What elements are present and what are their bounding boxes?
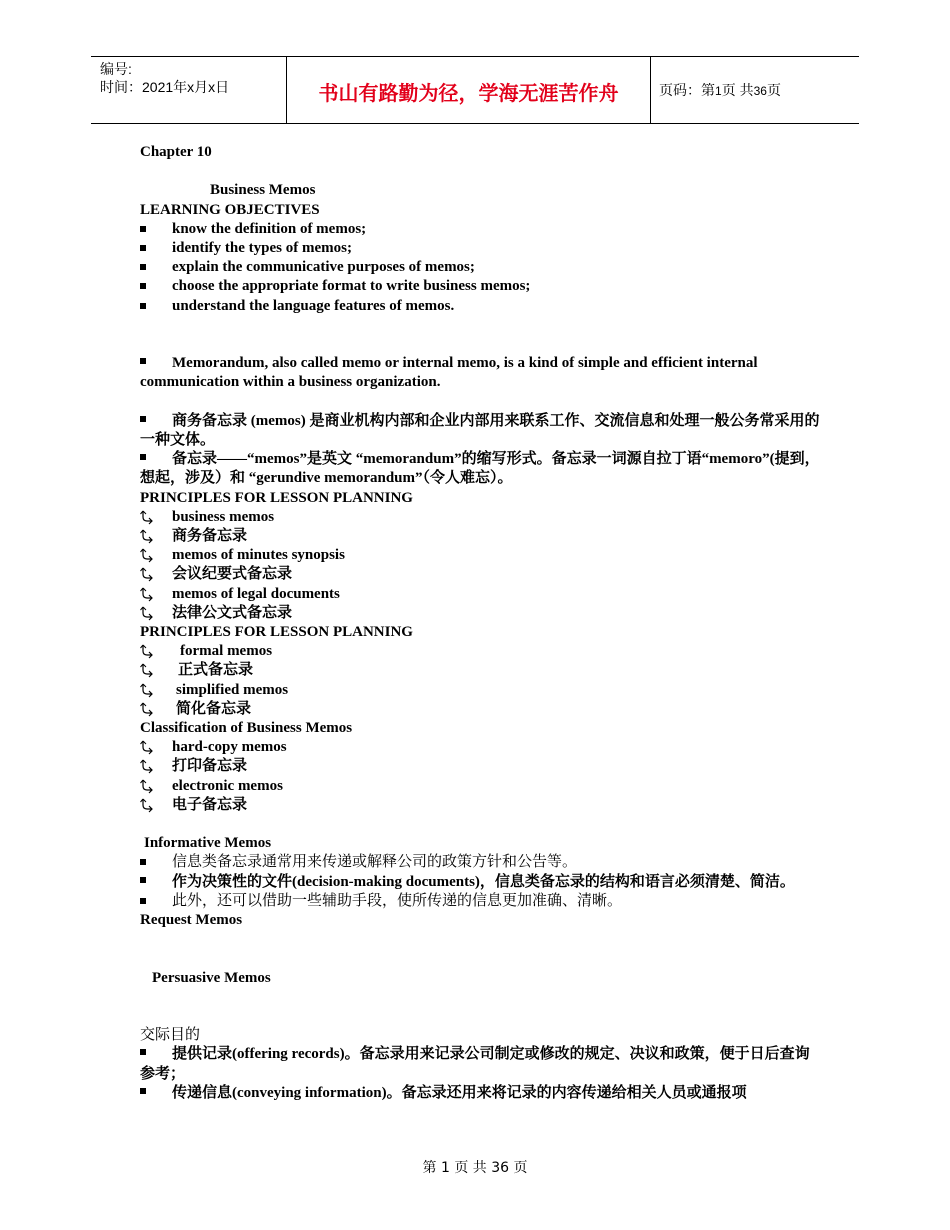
list-item: 信息类备忘录通常用来传递或解释公司的政策方针和公告等。	[140, 853, 820, 872]
classification-heading: Classification of Business Memos	[140, 720, 353, 737]
arrow-bullet-icon	[140, 758, 156, 774]
list-item: 打印备忘录	[140, 757, 820, 776]
arrow-bullet-icon	[140, 662, 156, 678]
bullet-square-icon	[140, 1049, 146, 1055]
list-item: electronic memos	[140, 777, 820, 796]
arrow-bullet-icon	[140, 739, 156, 755]
bullet-square-icon	[140, 1088, 146, 1094]
list-item: memos of legal documents	[140, 585, 820, 604]
bullet-square-icon	[140, 416, 146, 422]
arrow-bullet-icon	[140, 643, 156, 659]
bullet-square-icon	[140, 454, 146, 460]
list-item: hard-copy memos	[140, 738, 820, 757]
arrow-bullet-icon	[140, 701, 156, 717]
bullet-square-icon	[140, 245, 146, 251]
arrow-bullet-icon	[140, 509, 156, 525]
list-item: 电子备忘录	[140, 796, 820, 815]
list-item: formal memos	[140, 642, 820, 661]
motto: 书山有路勤为径，学海无涯苦作舟	[318, 81, 619, 105]
list-item: 作为决策性的文件(decision-making documents)，信息类备忘录的结构和语言必须清楚、简洁。	[140, 873, 820, 892]
document-title: Business Memos	[210, 182, 316, 199]
definition-en: Memorandum, also called memo or internal memo, is a kind of simple and efficient internal communication within a business organization.	[140, 355, 758, 391]
list-item: explain the communicative purposes of memos;	[140, 258, 820, 277]
list-item: 商务备忘录	[140, 527, 820, 546]
bullet-square-icon	[140, 226, 146, 232]
informative-heading: Informative Memos	[144, 835, 272, 852]
principles-heading-2: PRINCIPLES FOR LESSON PLANNING	[140, 624, 413, 641]
list-item: business memos	[140, 508, 820, 527]
time-label: 时间：2021年x月x日	[100, 79, 230, 95]
bullet-square-icon	[140, 898, 146, 904]
principles-heading-1: PRINCIPLES FOR LESSON PLANNING	[140, 489, 413, 506]
list-item: 提供记录(offering records)。备忘录用来记录公司制定或修改的规定、决议和政策，便于日后查询参考；	[140, 1046, 810, 1082]
header-motto-cell	[286, 57, 651, 123]
header-meta-cell	[91, 57, 286, 123]
list-item: know the definition of memos;	[140, 220, 820, 239]
purpose-heading: 交际目的	[140, 1027, 201, 1044]
page-footer: 第 1 页 共 36 页	[422, 1160, 528, 1176]
arrow-bullet-icon	[140, 797, 156, 813]
document-body	[140, 143, 820, 1103]
arrow-bullet-icon	[140, 528, 156, 544]
arrow-bullet-icon	[140, 682, 156, 698]
bullet-square-icon	[140, 303, 146, 309]
arrow-bullet-icon	[140, 586, 156, 602]
list-item: 此外，还可以借助一些辅助手段，使所传递的信息更加准确、清晰。	[140, 892, 820, 911]
list-item: 法律公文式备忘录	[140, 604, 820, 623]
list-item: 简化备忘录	[140, 700, 820, 719]
bullet-square-icon	[140, 877, 146, 883]
list-item: understand the language features of memos.	[140, 297, 820, 316]
persuasive-heading: Persuasive Memos	[152, 969, 271, 986]
arrow-bullet-icon	[140, 566, 156, 582]
page-header	[91, 56, 859, 124]
list-item: memos of minutes synopsis	[140, 546, 820, 565]
bullet-square-icon	[140, 264, 146, 270]
definition-cn-2: 备忘录——“memos”是英文 “memorandum”的缩写形式。备忘录一词源自拉丁语“memoro”(提到，想起，涉及）和 “gerundive memorandum”（令人难忘）。	[140, 451, 820, 487]
arrow-bullet-icon	[140, 547, 156, 563]
list-item: simplified memos	[140, 681, 820, 700]
list-item: 正式备忘录	[140, 661, 820, 680]
header-page-cell	[650, 57, 859, 123]
objectives-heading: LEARNING OBJECTIVES	[140, 201, 320, 218]
list-item: identify the types of memos;	[140, 239, 820, 258]
header-page-number: 页码：第1页 共36页	[659, 82, 781, 98]
bullet-square-icon	[140, 859, 146, 865]
arrow-bullet-icon	[140, 778, 156, 794]
definition-cn-1: 商务备忘录 (memos) 是商业机构内部和企业内部用来联系工作、交流信息和处理一般公务常采用的一种文体。	[140, 412, 820, 448]
request-heading: Request Memos	[140, 912, 243, 929]
chapter-heading: Chapter 10	[140, 144, 212, 160]
serial-label: 编号:	[100, 61, 132, 77]
list-item: choose the appropriate format to write business memos;	[140, 277, 820, 296]
list-item: 会议纪要式备忘录	[140, 565, 820, 584]
list-item: 传递信息(conveying information)。备忘录还用来将记录的内容传递给相关人员或通报项	[140, 1084, 820, 1103]
arrow-bullet-icon	[140, 605, 156, 621]
bullet-square-icon	[140, 358, 146, 364]
bullet-square-icon	[140, 283, 146, 289]
